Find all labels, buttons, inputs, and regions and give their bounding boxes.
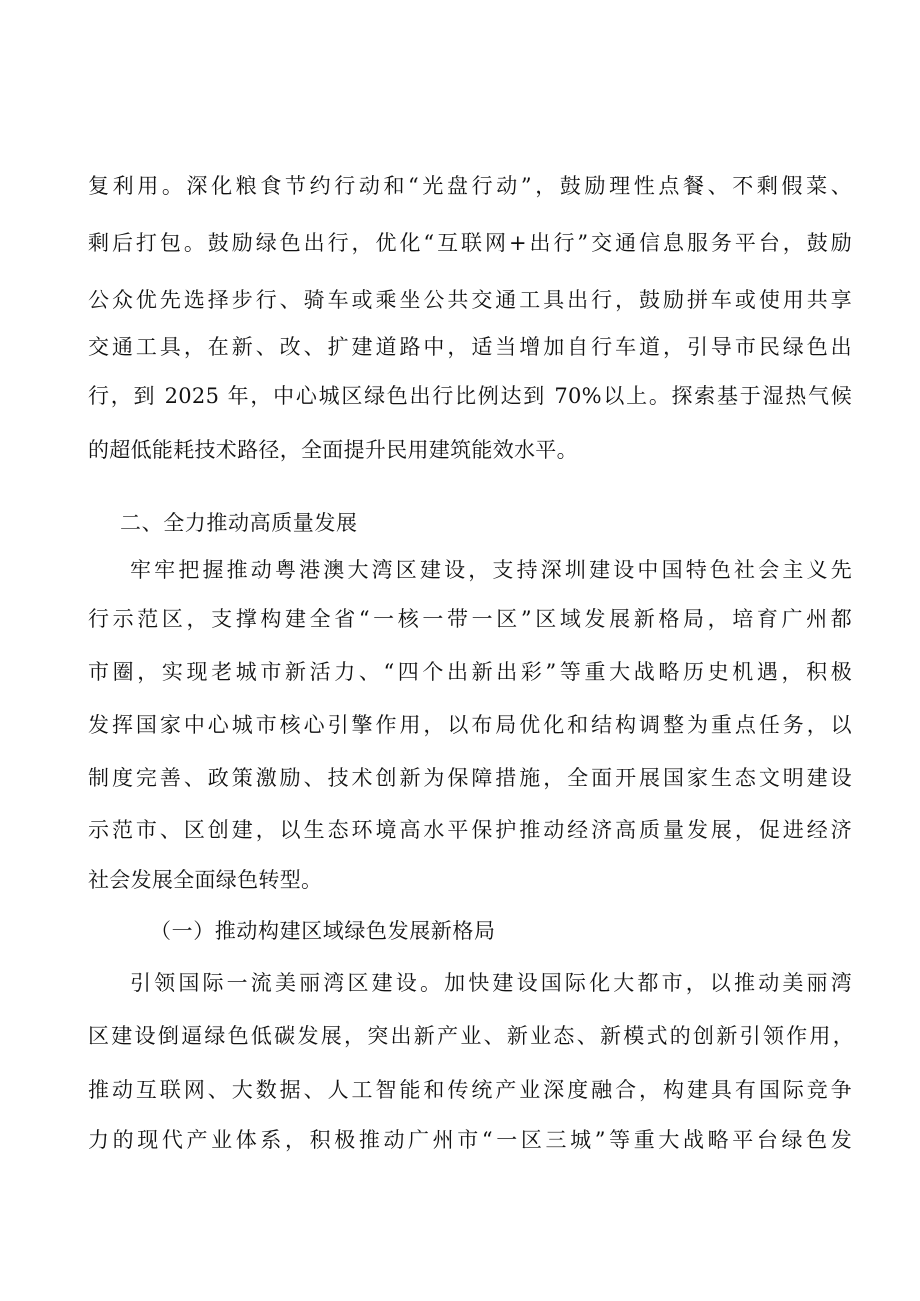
paragraph-1-line-2: 剩后打包。鼓励绿色出行，优化“互联网+出行”交通信息服务平台，鼓励 <box>88 231 852 255</box>
paragraph-3-line-1: 引领国际一流美丽湾区建设。加快建设国际化大都市，以推动美丽湾 <box>130 971 852 995</box>
paragraph-1-line-5: 行，到 2025 年，中心城区绿色出行比例达到 70%以上。探索基于湿热气候 <box>88 384 852 408</box>
paragraph-2-line-2: 行示范区，支撑构建全省“一核一带一区”区域发展新格局，培育广州都 <box>88 607 852 631</box>
paragraph-1-line-6: 的超低能耗技术路径，全面提升民用建筑能效水平。 <box>88 438 578 462</box>
paragraph-3-line-3: 推动互联网、大数据、人工智能和传统产业深度融合，构建具有国际竞争 <box>88 1078 852 1102</box>
paragraph-2-line-1: 牢牢把握推动粤港澳大湾区建设，支持深圳建设中国特色社会主义先 <box>130 558 852 582</box>
paragraph-2-line-5: 制度完善、政策激励、技术创新为保障措施，全面开展国家生态文明建设 <box>88 766 852 790</box>
paragraph-3-line-4: 力的现代产业体系，积极推动广州市“一区三城”等重大战略平台绿色发 <box>88 1128 852 1152</box>
paragraph-1-line-1: 复利用。深化粮食节约行动和“光盘行动”，鼓励理性点餐、不剩假菜、 <box>88 174 852 198</box>
paragraph-2-line-3: 市圈，实现老城市新活力、“四个出新出彩”等重大战略历史机遇，积极 <box>88 660 852 684</box>
paragraph-2-line-6: 示范市、区创建，以生态环境高水平保护推动经济高质量发展，促进经济 <box>88 818 852 842</box>
paragraph-3-line-2: 区建设倒逼绿色低碳发展，突出新产业、新业态、新模式的创新引领作用， <box>88 1024 854 1048</box>
paragraph-1-line-3: 公众优先选择步行、骑车或乘坐公共交通工具出行，鼓励拼车或使用共享 <box>88 288 852 312</box>
subsection-heading: （一）推动构建区域绿色发展新格局 <box>150 919 496 943</box>
paragraph-1-line-4: 交通工具，在新、改、扩建道路中，适当增加自行车道，引导市民绿色出 <box>88 335 852 359</box>
section-heading: 二、全力推动高质量发展 <box>120 511 358 535</box>
paragraph-2-line-7: 社会发展全面绿色转型。 <box>88 868 323 892</box>
paragraph-2-line-4: 发挥国家中心城市核心引擎作用，以布局优化和结构调整为重点任务，以 <box>88 713 852 737</box>
